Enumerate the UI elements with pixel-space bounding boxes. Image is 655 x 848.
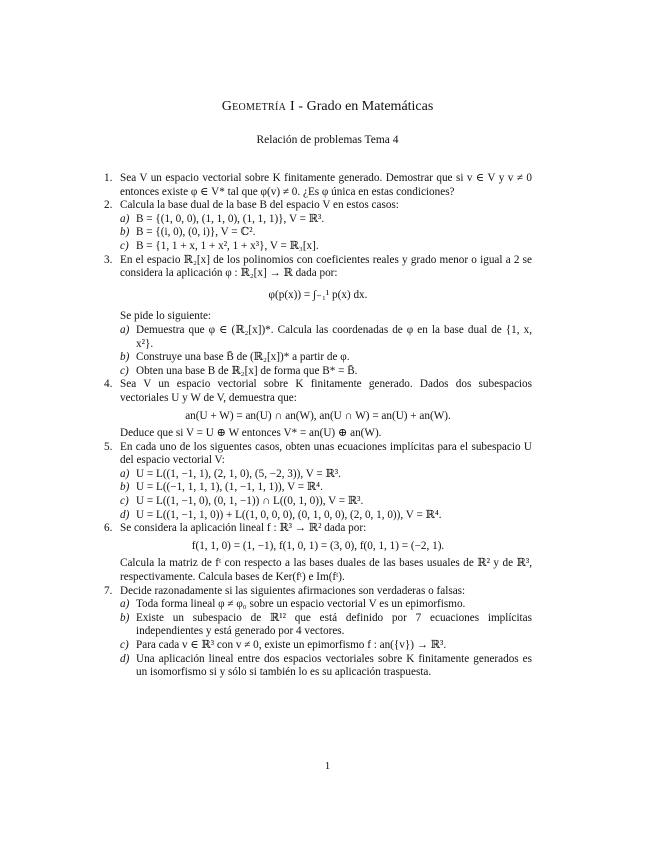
problem-3: 3. En el espacio ℝ₂[x] de los polinomios con coeficientes reales y grado menor o igual a 2 se considera la aplicación φ : ℝ₂[x] → ℝ dada por: [104,253,532,280]
problem-7-item-b: b) Existe un subespacio de ℝ¹² que está definido por 7 ecuaciones implícitas independientes y está generado por 4 vectores. [120,611,532,638]
problem-2-item-b: b) B = {(i, 0), (0, i)}, V = ℂ². [120,226,256,239]
problem-text: Sea V un espacio vectorial sobre K finitamente generado. Demostrar que si v ∈ V y v ≠ 0 entonces existe φ ∈ V* tal que φ(v) ≠ 0. ¿Es φ única en estas condiciones? [120,172,532,198]
problem-5: 5. En cada uno de los siguentes casos, obten unas ecuaciones implícitas para el subespacio U del espacio vectorial V: [104,440,532,467]
problem-intro: Decide razonadamente si las siguientes afirmaciones son verdaderas o falsas: [120,584,466,597]
problem-7: 7. Decide razonadamente si las siguientes afirmaciones son verdaderas o falsas: [104,584,466,597]
problem-4-after: Deduce que si V = U ⊕ W entonces V* = an(U) ⊕ an(W). [120,427,382,440]
problem-2: 2. Calcula la base dual de la base B del espacio V en estos casos: [104,199,399,212]
problem-intro: Sea V un espacio vectorial sobre K finitamente generado. Dados dos subespacios vectoriales U y W de V, demuestra que: [120,378,532,404]
page-title [0,100,655,114]
problem-6-after: Calcula la matriz de fᵗ con respecto a las bases duales de las bases usuales de ℝ² y de ℝ³, respectivamente. Calcula bases de Ker(fᵗ) e Im(fᵗ). [120,557,532,584]
problem-7-item-c: c) Para cada v ∈ ℝ³ con v ≠ 0, existe un epimorfismo f : an({v}) → ℝ³. [120,639,447,651]
problem-5-item-b: b) U = L((−1, 1, 1, 1), (1, −1, 1, 1)), V = ℝ⁴. [120,481,323,494]
page-number: 1 [324,760,331,772]
title-rest: - Grado en Matemáticas [294,99,434,114]
page-subtitle: Relación de problemas Tema 4 [256,134,399,146]
problem-6: 6. Se considera la aplicación lineal f : ℝ³ → ℝ² dada por: [104,522,367,535]
problem-intro: Calcula la base dual de la base B del espacio V en estos casos: [120,199,399,212]
problem-2-item-c: c) B = {1, 1 + x, 1 + x², 1 + x³}, V = ℝ₃[x]. [120,239,319,252]
problem-intro: Se considera la aplicación lineal f : ℝ³ → ℝ² dada por: [120,522,367,535]
problem-4: 4. Sea V un espacio vectorial sobre K finitamente generado. Dados dos subespacios vectoriales U y W de V, demuestra que: [104,378,532,404]
problem-3-item-b: b) Construye una base B̄ de (ℝ₂[x])* a partir de φ. [120,351,350,364]
problem-3-item-a: a) Demuestra que φ ∈ (ℝ₂[x])*. Calcula las coordenadas de φ en la base dual de {1, x, x²}. [120,323,532,350]
problem-7-item-a: a) Toda forma lineal φ ≠ φ₀ sobre un espacio vectorial V es un epimorfismo. [120,598,466,611]
problem-7-item-d: d) Una aplicación lineal entre dos espacios vectoriales sobre K finitamente generados es un isomorfismo si y sólo si también lo es su aplicación traspuesta. [120,652,532,679]
problem-2-item-a: a) B = {(1, 0, 0), (1, 1, 0), (1, 1, 1)}, V = ℝ³. [120,212,325,225]
problem-3-item-c: c) Obten una base B de ℝ₂[x] de forma que B* = B̄. [120,364,358,377]
problem-intro: En el espacio ℝ₂[x] de los polinomios con coeficientes reales y grado menor o igual a 2 se considera la aplicación φ : ℝ₂[x] → ℝ dada por: [120,253,532,280]
title-main: Geometría I [221,99,295,114]
problem-3-formula: φ(p(x)) = ∫₋₁¹ p(x) dx. [268,288,368,301]
problem-5-item-a: a) U = L((1, −1, 1), (2, 1, 0), (5, −2, 3)), V = ℝ³. [120,467,341,480]
problem-list [104,172,532,680]
problem-5-item-d: d) U = L((1, −1, 1, 0)) + L((1, 0, 0, 0), (0, 1, 0, 0), (2, 0, 1, 0)), V = ℝ⁴. [120,508,442,521]
problem-5-item-c: c) U = L((1, −1, 0), (0, 1, −1)) ∩ L((0, 1, 0)), V = ℝ³. [120,495,364,508]
problem-intro: En cada uno de los siguentes casos, obten unas ecuaciones implícitas para el subespacio U del espacio vectorial V: [120,440,532,467]
problem-3-after: Se pide lo siguiente: [120,310,212,323]
problem-4-formula: an(U + W) = an(U) ∩ an(W), an(U ∩ W) = an(U) + an(W). [185,409,451,422]
problem-1: 1. Sea V un espacio vectorial sobre K finitamente generado. Demostrar que si v ∈ V y v ≠ 0 entonces existe φ ∈ V* tal que φ(v) ≠ 0. ¿Es φ única en estas condiciones? [104,172,532,198]
problem-6-formula: f(1, 1, 0) = (1, −1), f(1, 0, 1) = (3, 0), f(0, 1, 1) = (−2, 1). [191,539,445,552]
